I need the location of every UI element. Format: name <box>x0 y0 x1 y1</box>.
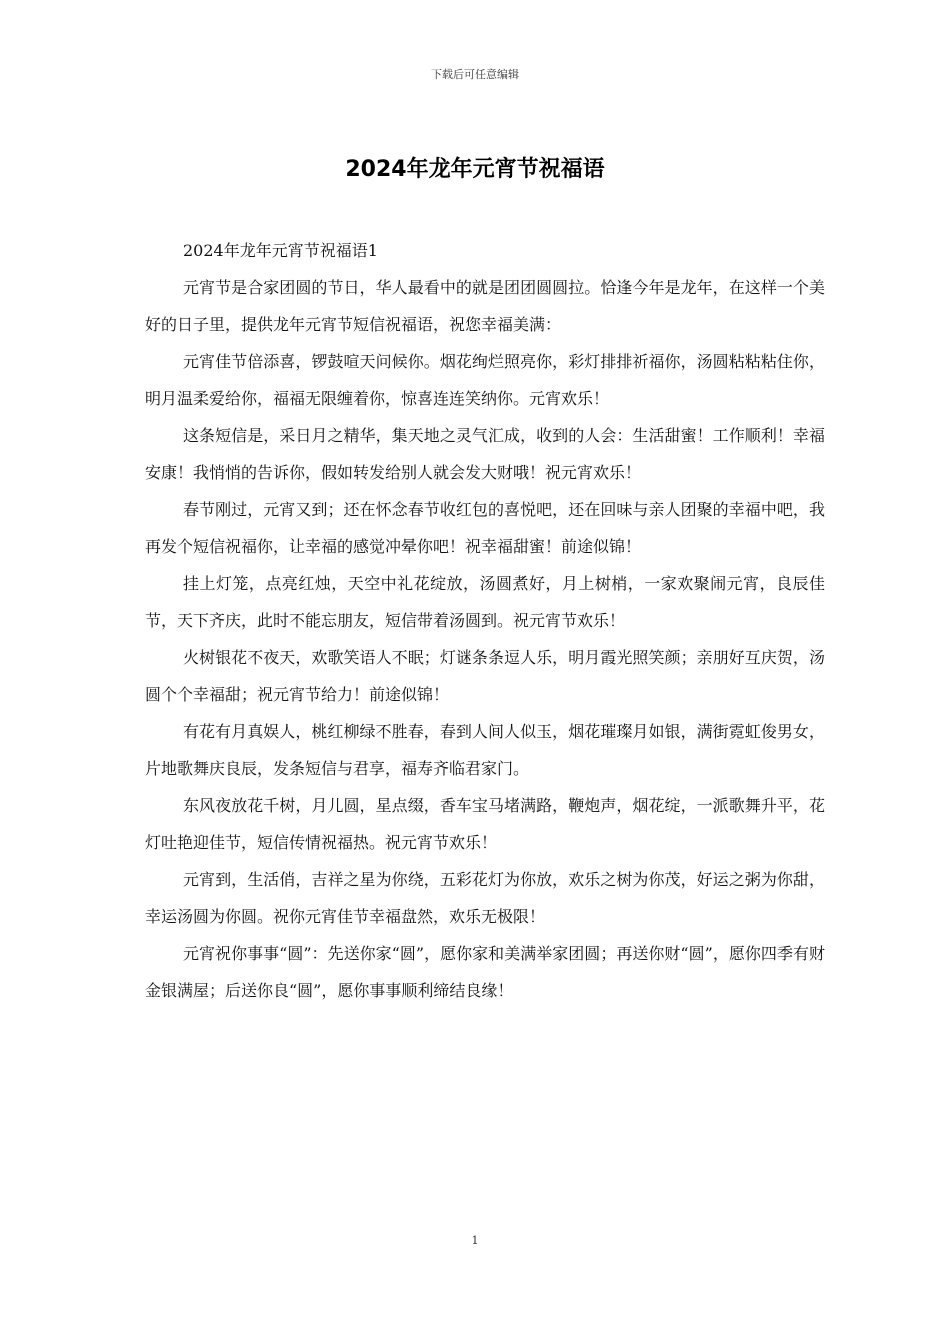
paragraph: 挂上灯笼，点亮红烛，天空中礼花绽放，汤圆煮好，月上树梢，一家欢聚闹元宵，良辰佳节，天下齐庆，此时不能忘朋友，短信带着汤圆到。祝元宵节欢乐！ <box>145 574 825 630</box>
document-title: 2024年龙年元宵节祝福语 <box>345 157 605 182</box>
paragraph: 春节刚过，元宵又到；还在怀念春节收红包的喜悦吧，还在回味与亲人团聚的幸福中吧，我再发个短信祝福你，让幸福的感觉冲晕你吧！祝幸福甜蜜！前途似锦！ <box>145 500 825 556</box>
document-body <box>145 232 825 1009</box>
page-header: 下载后可任意编辑 <box>431 68 519 81</box>
paragraph: 元宵到，生活俏，吉祥之星为你绕，五彩花灯为你放，欢乐之树为你茂，好运之粥为你甜，幸运汤圆为你圆。祝你元宵佳节幸福盘然，欢乐无极限！ <box>145 870 825 926</box>
paragraph: 有花有月真娱人，桃红柳绿不胜春，春到人间人似玉，烟花璀璨月如银，满街霓虹俊男女，片地歌舞庆良辰，发条短信与君享，福寿齐临君家门。 <box>145 722 825 778</box>
paragraph: 元宵祝你事事“圆”：先送你家“圆”，愿你家和美满举家团圆；再送你财“圆”，愿你四季有财金银满屋；后送你良“圆”，愿你事事顺利缔结良缘！ <box>145 944 825 1000</box>
paragraph: 元宵节是合家团圆的节日，华人最看中的就是团团圆圆拉。恰逢今年是龙年，在这样一个美好的日子里，提供龙年元宵节短信祝福语，祝您幸福美满： <box>145 278 825 334</box>
paragraph: 东风夜放花千树，月儿圆，星点缀，香车宝马堵满路，鞭炮声，烟花绽，一派歌舞升平，花灯吐艳迎佳节，短信传情祝福热。祝元宵节欢乐！ <box>145 796 825 852</box>
page-number: 1 <box>471 1234 479 1247</box>
paragraph: 火树银花不夜天，欢歌笑语人不眠；灯谜条条逗人乐，明月霞光照笑颜；亲朋好互庆贺，汤圆个个幸福甜；祝元宵节给力！前途似锦！ <box>145 648 825 704</box>
section-heading: 2024年龙年元宵节祝福语1 <box>183 241 378 260</box>
paragraph: 这条短信是，采日月之精华，集天地之灵气汇成，收到的人会：生活甜蜜！工作顺利！幸福安康！我悄悄的告诉你，假如转发给别人就会发大财哦！祝元宵欢乐！ <box>145 426 825 482</box>
paragraph: 元宵佳节倍添喜，锣鼓喧天问候你。烟花绚烂照亮你，彩灯排排祈福你，汤圆粘粘粘住你，明月温柔爱给你，福福无限缠着你，惊喜连连笑纳你。元宵欢乐！ <box>145 352 825 408</box>
